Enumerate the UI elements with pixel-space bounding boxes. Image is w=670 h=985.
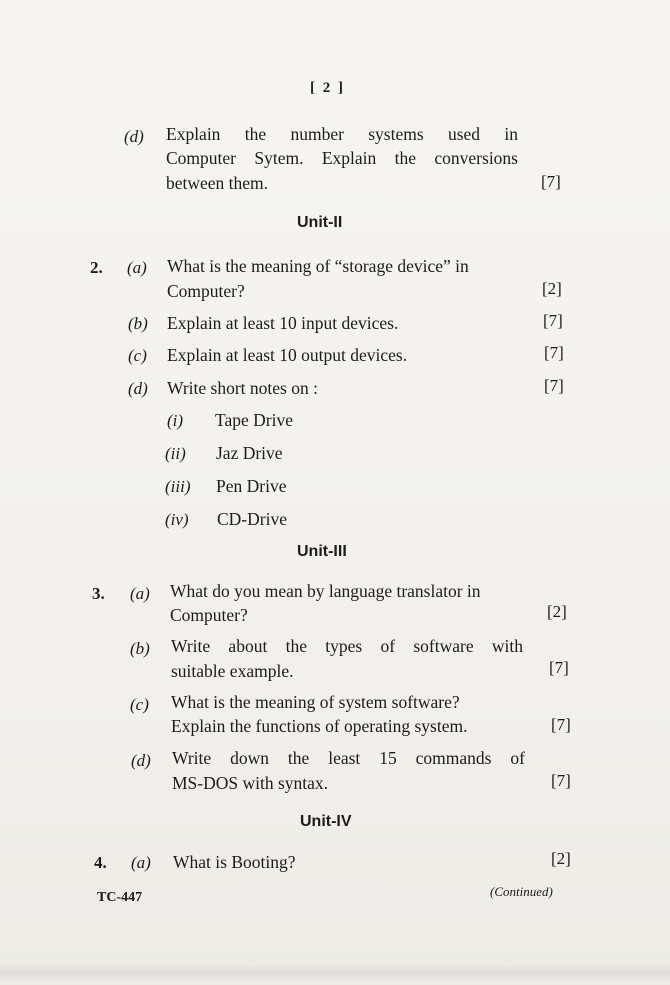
q2-note-iii-text: Pen Drive — [216, 476, 287, 496]
q2-d-marks: [7] — [544, 376, 564, 395]
q2-a-line-2: Computer? — [167, 281, 245, 301]
q2-b-marks: [7] — [543, 311, 563, 330]
q3-a-line-1: What do you mean by language translator in — [170, 581, 481, 601]
q4-number: 4. — [94, 853, 107, 872]
q3-c-line-2: Explain the functions of operating system. — [171, 716, 468, 736]
q2-b-label: (b) — [128, 314, 148, 333]
q3-b-line-2: suitable example. — [171, 661, 294, 681]
q2-note-i-label: (i) — [167, 411, 184, 430]
paper-code: TC-447 — [97, 890, 143, 905]
scan-smudge — [0, 963, 670, 983]
q2-note-i-text: Tape Drive — [215, 410, 293, 430]
q2-d-text: Write short notes on : — [167, 378, 318, 398]
q2-d-label: (d) — [128, 379, 148, 398]
q3-d-line-2: MS-DOS with syntax. — [172, 773, 329, 793]
q2-a-label: (a) — [127, 258, 147, 277]
q2-c-label: (c) — [128, 346, 147, 365]
q4-a-marks: [2] — [551, 849, 571, 868]
q2-b-text: Explain at least 10 input devices. — [167, 313, 399, 333]
q3-a-line-2: Computer? — [170, 605, 248, 625]
q2-a-marks: [2] — [542, 279, 562, 298]
unit-2-heading: Unit-II — [297, 214, 343, 231]
q2-a-line-1: What is the meaning of “storage device” in — [167, 256, 469, 276]
q3-d-marks: [7] — [551, 771, 571, 790]
unit-3-heading: Unit-III — [297, 543, 347, 560]
q3-number: 3. — [92, 584, 105, 603]
q2-number: 2. — [90, 258, 103, 277]
q2-note-iii-label: (iii) — [165, 477, 191, 496]
q2-note-ii-text: Jaz Drive — [216, 443, 283, 463]
q3-b-line-1: Write about the types of software with — [171, 636, 523, 656]
q1-d-line-3: between them. — [166, 173, 269, 193]
q3-c-line-1: What is the meaning of system software? — [171, 692, 460, 712]
q3-c-marks: [7] — [551, 715, 571, 734]
q3-b-label: (b) — [130, 639, 150, 658]
q1-d-line-2: Computer Sytem. Explain the conversions — [166, 148, 518, 168]
q4-a-label: (a) — [131, 853, 151, 872]
q1-d-marks: [7] — [541, 172, 561, 191]
q2-c-marks: [7] — [544, 343, 564, 362]
unit-4-heading: Unit-IV — [300, 813, 352, 830]
q3-d-label: (d) — [131, 751, 151, 770]
q2-c-text: Explain at least 10 output devices. — [167, 345, 408, 365]
q3-c-label: (c) — [130, 695, 149, 714]
q1-d-line-1: Explain the number systems used in — [166, 124, 518, 144]
page-number: [ 2 ] — [310, 80, 345, 96]
q2-note-iv-text: CD-Drive — [217, 509, 287, 529]
q3-b-marks: [7] — [549, 658, 569, 677]
continued-note: (Continued) — [490, 884, 553, 899]
q1-d-label: (d) — [124, 127, 144, 146]
q2-note-iv-label: (iv) — [165, 510, 189, 529]
q3-d-line-1: Write down the least 15 commands of — [172, 748, 525, 768]
q2-note-ii-label: (ii) — [165, 444, 186, 463]
q3-a-label: (a) — [130, 584, 150, 603]
q3-a-marks: [2] — [547, 602, 567, 621]
q4-a-text: What is Booting? — [173, 852, 296, 872]
